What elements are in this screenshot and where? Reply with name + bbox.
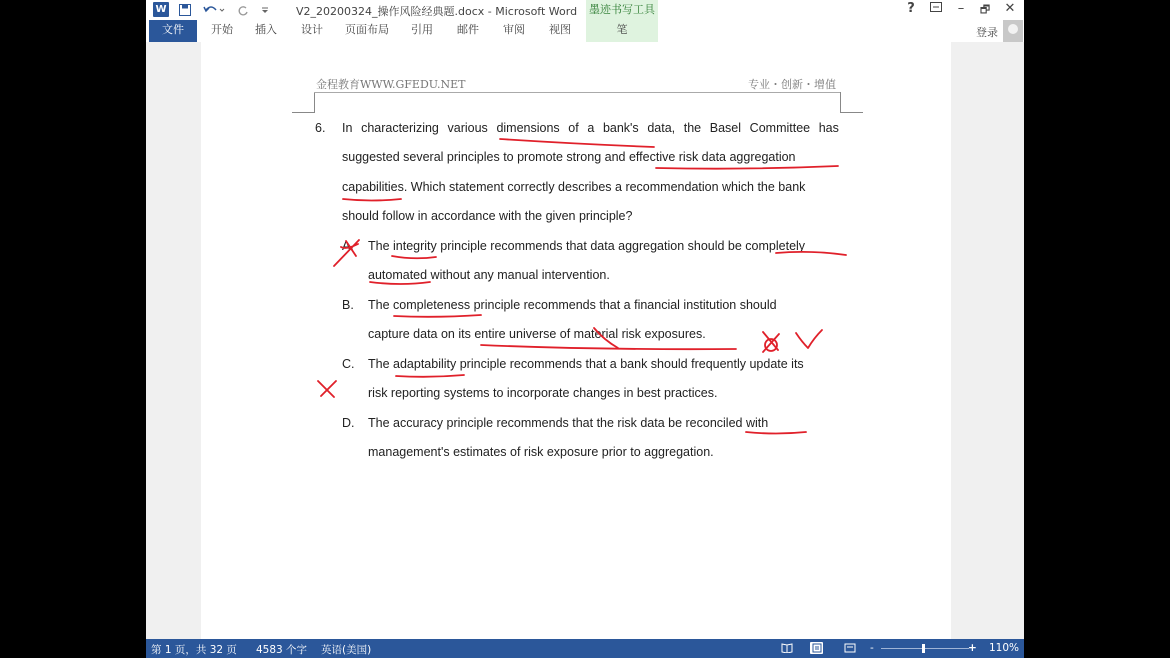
- zoom-in-button[interactable]: +: [968, 642, 977, 654]
- option-letter-a: A.: [342, 239, 354, 253]
- zoom-out-button[interactable]: -: [870, 642, 874, 654]
- tab-references[interactable]: 引用: [411, 23, 433, 36]
- option-c-line: The adaptability principle recommends that a bank should frequently update its: [368, 357, 804, 371]
- zoom-level[interactable]: 110%: [989, 642, 1020, 654]
- ink-strike: [594, 328, 618, 348]
- question-number: 6.: [315, 121, 326, 135]
- ink-tools-label: 墨迹书写工具: [586, 0, 658, 20]
- ink-underline: [394, 315, 481, 317]
- print-layout-icon[interactable]: [810, 642, 823, 654]
- option-b-line: capture data on its entire universe of material risk exposures.: [368, 327, 706, 341]
- option-b-line: The completeness principle recommends that a financial institution should: [368, 298, 777, 312]
- page-header-right: 专业・创新・增值: [748, 78, 836, 91]
- tab-home[interactable]: 开始: [211, 23, 233, 36]
- word-logo-icon: W: [153, 2, 169, 17]
- zoom-slider-track[interactable]: [881, 648, 969, 649]
- restore-button[interactable]: 🗗: [979, 3, 991, 16]
- option-d-line: The accuracy principle recommends that the risk data be reconciled with: [368, 416, 769, 430]
- word-window: [146, 0, 1024, 658]
- ink-underline: [776, 252, 846, 255]
- ink-cross-mark: [318, 381, 336, 397]
- ink-underline: [656, 166, 838, 169]
- ink-check-mark: [796, 330, 822, 348]
- status-bar: [146, 639, 1024, 658]
- document-title: V2_20200324_操作风险经典题.docx - Microsoft Word: [296, 5, 578, 18]
- tab-design[interactable]: 设计: [301, 23, 323, 36]
- tab-review[interactable]: 审阅: [503, 23, 525, 36]
- ink-underline: [343, 199, 401, 201]
- word-count[interactable]: 4583 个字: [256, 644, 308, 656]
- sign-in-link[interactable]: 登录: [976, 26, 998, 39]
- language-indicator[interactable]: 英语(美国): [321, 644, 372, 656]
- option-letter-b: B.: [342, 298, 354, 312]
- ink-cross-mark: [334, 240, 359, 266]
- tab-mailings[interactable]: 邮件: [457, 23, 479, 36]
- tab-pen[interactable]: 笔: [586, 20, 658, 42]
- option-c-line: risk reporting systems to incorporate changes in best practices.: [368, 386, 718, 400]
- question-line: should follow in accordance with the given principle?: [342, 209, 633, 223]
- read-mode-icon[interactable]: [780, 642, 793, 654]
- ink-underline: [746, 432, 806, 434]
- option-letter-d: D.: [342, 416, 355, 430]
- ink-annotations: [146, 0, 1024, 658]
- question-line: suggested several principles to promote strong and effective risk data aggregation: [342, 150, 796, 164]
- question-line: capabilities. Which statement correctly describes a recommendation which the bank: [342, 180, 806, 194]
- page-count[interactable]: 第 1 页，共 32 页: [151, 644, 237, 656]
- zoom-slider-thumb[interactable]: [922, 644, 925, 653]
- ink-underline: [481, 345, 736, 349]
- ink-underline: [396, 375, 464, 377]
- close-button[interactable]: ✕: [1004, 1, 1016, 16]
- option-a-line: automated without any manual intervention.: [368, 268, 610, 282]
- tab-page-layout[interactable]: 页面布局: [345, 23, 389, 36]
- tab-file[interactable]: 文件: [149, 20, 197, 42]
- help-button[interactable]: ?: [907, 1, 915, 16]
- web-layout-icon[interactable]: [843, 642, 856, 654]
- minimize-button[interactable]: –: [957, 1, 965, 16]
- tab-view[interactable]: 视图: [549, 23, 571, 36]
- option-a-line: The integrity principle recommends that data aggregation should be completely: [368, 239, 806, 253]
- ink-underline: [500, 139, 654, 147]
- option-letter-c: C.: [342, 357, 355, 371]
- page-header-left: 金程教育WWW.GFEDU.NET: [316, 78, 466, 91]
- ink-underline: [392, 256, 436, 258]
- tab-insert[interactable]: 插入: [255, 23, 277, 36]
- question-line: In characterizing various dimensions of a bank's data, the Basel Committee has: [342, 121, 839, 135]
- option-d-line: management's estimates of risk exposure prior to aggregation.: [368, 445, 714, 459]
- ink-underline: [370, 282, 430, 284]
